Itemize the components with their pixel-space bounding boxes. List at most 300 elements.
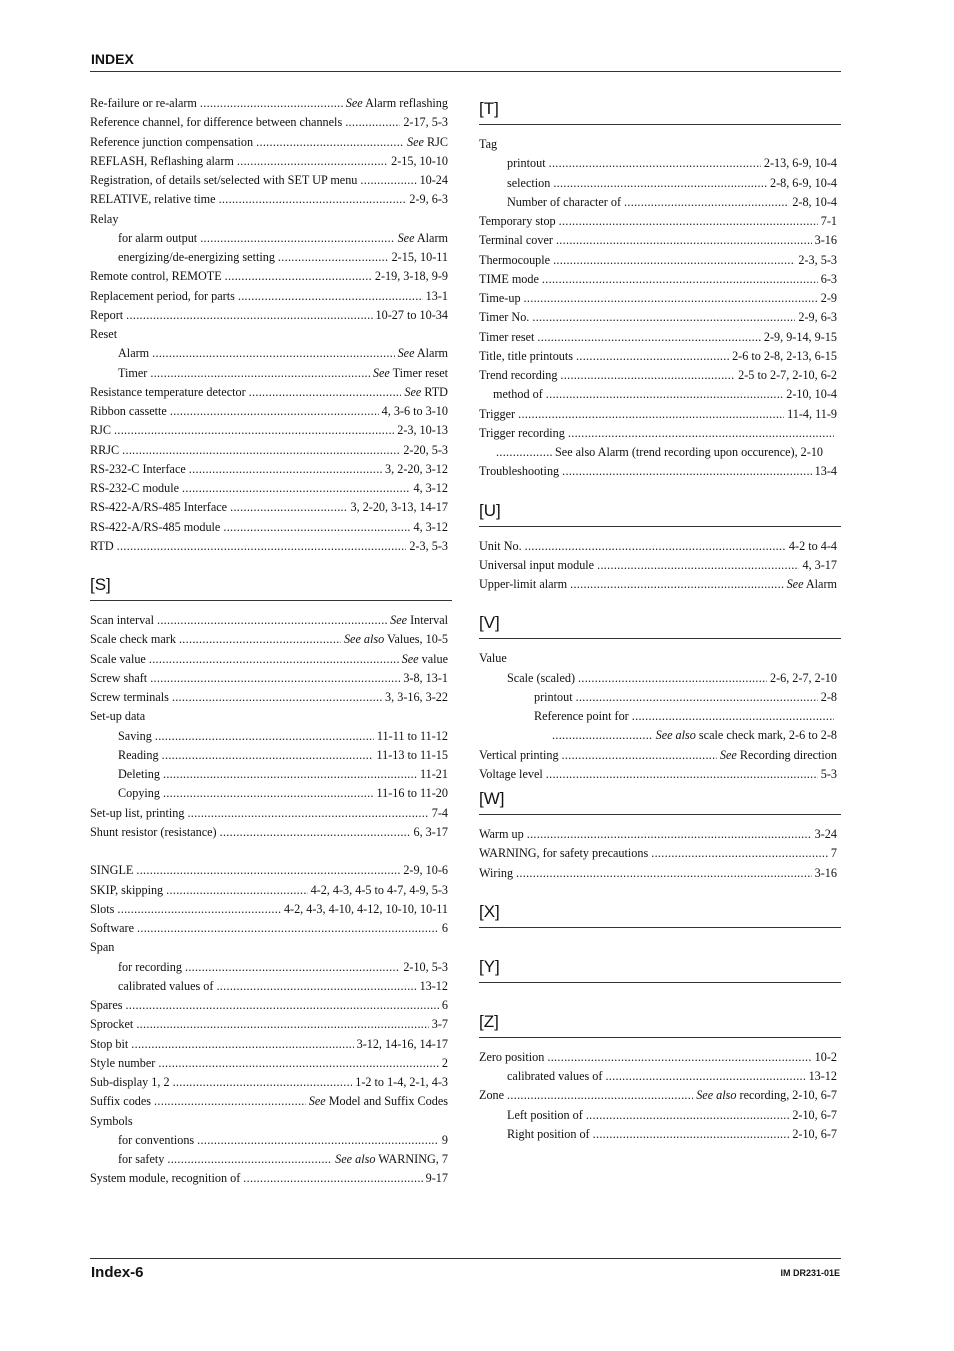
page-reference xyxy=(407,133,448,152)
index-term: RS-232-C Interface xyxy=(90,461,186,476)
page-reference-text: 3-8, 13-1 xyxy=(403,670,448,685)
index-heading-term xyxy=(90,325,448,344)
leader-dots xyxy=(155,727,374,746)
page-reference xyxy=(413,479,448,498)
see-reference: See xyxy=(397,230,415,245)
index-term: Value xyxy=(479,651,507,666)
leader-dots xyxy=(243,1169,422,1188)
leader-dots xyxy=(219,190,407,209)
leader-dots xyxy=(150,364,369,383)
page-reference xyxy=(789,537,837,556)
index-entry xyxy=(479,575,837,594)
page-reference-text: 2-10, 5-3 xyxy=(403,959,448,974)
index-term: Scale value xyxy=(90,651,146,666)
page-reference xyxy=(344,630,448,649)
index-heading-term xyxy=(479,135,837,154)
index-entry xyxy=(479,443,837,462)
index-term: Slots xyxy=(90,901,115,916)
leader-dots xyxy=(576,688,818,707)
index-term: Style number xyxy=(90,1055,156,1070)
page-reference xyxy=(720,746,837,765)
index-entry xyxy=(90,421,448,440)
index-entry xyxy=(90,1054,448,1073)
page-reference xyxy=(821,289,837,308)
page-reference-text: recording, 2-10, 6-7 xyxy=(736,1088,837,1103)
leader-dots xyxy=(651,844,828,863)
index-entry xyxy=(479,308,837,327)
leader-dots xyxy=(518,405,784,424)
see-reference: See xyxy=(397,346,415,361)
leader-dots xyxy=(237,152,388,171)
section-gap xyxy=(479,594,837,608)
page-reference-text: 2-9, 6-3 xyxy=(409,192,448,207)
index-term: RJC xyxy=(90,423,112,438)
page-reference-text: Alarm xyxy=(803,577,837,591)
index-entry xyxy=(90,190,448,209)
page-reference-text: 11-13 to 11-15 xyxy=(376,747,448,762)
index-term: Reference point for xyxy=(534,709,629,723)
leader-dots xyxy=(605,1067,805,1086)
index-entry xyxy=(90,460,448,479)
page-reference xyxy=(311,881,448,900)
leader-dots xyxy=(516,864,812,883)
page-reference-text: 2-10, 6-7 xyxy=(792,1126,837,1141)
page-reference xyxy=(792,1125,837,1144)
index-entry xyxy=(90,630,448,649)
page-reference xyxy=(442,1054,448,1073)
page-reference xyxy=(432,1015,448,1034)
page-reference-text: RTD xyxy=(421,384,448,399)
index-term: Thermocouple xyxy=(479,252,551,267)
page-reference-text: 4, 3-12 xyxy=(413,481,448,495)
index-term: RTD xyxy=(90,538,114,553)
index-entry xyxy=(479,537,837,556)
index-letter-heading: [Z] xyxy=(479,1007,841,1038)
page-reference-text: 6 xyxy=(441,998,448,1012)
page-reference xyxy=(392,248,448,267)
leader-dots xyxy=(117,537,407,556)
leader-dots xyxy=(223,518,410,537)
see-reference: See xyxy=(404,384,422,399)
index-term: Sprocket xyxy=(90,1017,134,1032)
page-reference-text: 2-6, 2-7, 2-10 xyxy=(769,670,837,685)
leader-dots xyxy=(560,366,735,385)
index-term: printout xyxy=(534,689,573,704)
index-entry xyxy=(90,171,448,190)
leader-dots xyxy=(256,133,404,152)
leader-dots xyxy=(546,385,783,404)
page-reference xyxy=(346,94,448,113)
page-reference-text: 10-24 xyxy=(419,173,448,187)
page-reference-text: 2-8, 6-9, 10-4 xyxy=(769,175,837,190)
index-term: Suffix codes xyxy=(90,1094,152,1109)
leader-dots xyxy=(187,804,428,823)
index-term: Zero position xyxy=(479,1049,545,1064)
index-entry xyxy=(90,881,448,900)
page-reference-text: 9-17 xyxy=(425,1171,448,1186)
leader-dots xyxy=(586,1106,789,1125)
leader-dots xyxy=(163,765,417,784)
page-reference-text: 2-9 xyxy=(820,291,837,305)
page-reference-text: See also Alarm (trend recording upon occurence), 2-10 xyxy=(555,445,824,459)
leader-dots xyxy=(570,575,783,594)
leader-dots xyxy=(576,347,729,366)
index-term: Wiring xyxy=(479,865,514,880)
index-term: RS-232-C module xyxy=(90,481,180,495)
page-reference xyxy=(409,537,448,556)
index-term: Spares xyxy=(90,998,123,1012)
index-entry xyxy=(479,825,837,844)
index-entry xyxy=(479,707,837,726)
index-entry xyxy=(479,289,837,308)
index-term: Timer xyxy=(118,365,148,380)
page-reference xyxy=(376,306,448,325)
index-entry xyxy=(90,784,448,803)
index-letter-heading: [Y] xyxy=(479,952,841,983)
page-reference xyxy=(375,267,448,286)
index-entry xyxy=(479,270,837,289)
index-term: Deleting xyxy=(118,767,160,781)
page-reference xyxy=(787,575,837,594)
page-reference xyxy=(398,344,448,363)
page-reference xyxy=(821,688,837,707)
page-reference xyxy=(413,518,448,537)
index-entry xyxy=(90,229,448,248)
page-reference-text: 2-19, 3-18, 9-9 xyxy=(374,269,448,284)
see-reference: See xyxy=(786,577,804,591)
leader-dots xyxy=(216,977,416,996)
leader-dots xyxy=(496,443,552,462)
leader-dots xyxy=(278,248,389,267)
page-reference-text: Alarm reflashing xyxy=(362,96,448,110)
index-term: Reference junction compensation xyxy=(90,134,254,149)
index-term: printout xyxy=(507,156,546,171)
leader-dots xyxy=(200,94,343,113)
page-reference xyxy=(373,364,448,383)
page-reference xyxy=(335,1150,448,1169)
page-reference xyxy=(764,328,837,347)
index-entry xyxy=(479,726,837,745)
index-entry xyxy=(479,746,837,765)
index-entry xyxy=(90,537,448,556)
header-divider xyxy=(90,71,841,72)
index-entry xyxy=(90,344,448,363)
page-reference xyxy=(770,669,837,688)
page-reference xyxy=(802,556,837,575)
leader-dots xyxy=(189,460,382,479)
page-reference-text: 10-27 to 10-34 xyxy=(375,307,448,322)
page-reference-text: 1-2 to 1-4, 2-1, 4-3 xyxy=(355,1075,448,1089)
page-reference xyxy=(815,231,837,250)
index-term: Trigger recording xyxy=(479,425,565,440)
page-reference-text: 2 xyxy=(441,1055,448,1070)
index-entry xyxy=(90,1035,448,1054)
see-reference: See also xyxy=(335,1152,376,1166)
index-entry xyxy=(90,1092,448,1111)
page-reference-text: 2-9, 10-6 xyxy=(403,863,448,878)
page-reference-text: 7-1 xyxy=(820,214,837,228)
page-reference xyxy=(831,844,837,863)
page-reference xyxy=(357,1035,448,1054)
leader-dots xyxy=(167,1150,332,1169)
leader-dots xyxy=(345,113,400,132)
leader-dots xyxy=(360,171,416,190)
page-reference xyxy=(732,347,837,366)
page-reference xyxy=(377,727,448,746)
page-reference-text: value xyxy=(418,651,448,666)
index-spacer xyxy=(90,842,448,861)
page-reference xyxy=(402,650,448,669)
index-column-right xyxy=(479,94,837,1144)
page-reference xyxy=(787,405,837,424)
page-reference xyxy=(442,996,448,1015)
page-reference xyxy=(420,765,448,784)
index-term: Timer reset xyxy=(479,329,535,344)
leader-dots xyxy=(562,462,812,481)
page-reference-text: 2-8 xyxy=(820,689,837,704)
page-reference xyxy=(376,746,448,765)
index-term: Number of character of xyxy=(507,194,622,209)
page-reference-text: 2-20, 5-3 xyxy=(403,442,448,457)
page-reference-text: 11-4, 11-9 xyxy=(787,406,837,421)
page-reference-text: 9 xyxy=(441,1132,448,1147)
page-reference-text: Recording direction xyxy=(736,747,837,762)
page-reference-text: 4-2, 4-3, 4-5 to 4-7, 4-9, 5-3 xyxy=(310,882,448,897)
index-entry xyxy=(479,556,837,575)
index-term: for safety xyxy=(118,1152,165,1166)
leader-dots xyxy=(624,193,789,212)
page-reference-text: 11-21 xyxy=(420,767,448,781)
index-term: TIME mode xyxy=(479,271,539,286)
index-term: Universal input module xyxy=(479,557,595,572)
page-reference-text: 2-10, 10-4 xyxy=(786,387,837,402)
page-reference-text: 13-12 xyxy=(419,978,448,993)
index-entry xyxy=(90,1015,448,1034)
page-reference xyxy=(351,498,449,517)
index-entry xyxy=(90,152,448,171)
leader-dots xyxy=(200,229,394,248)
page-reference xyxy=(821,212,837,231)
see-reference: See xyxy=(401,651,419,666)
leader-dots xyxy=(238,287,423,306)
leader-dots xyxy=(182,479,410,498)
leader-dots xyxy=(230,498,347,517)
leader-dots xyxy=(597,556,799,575)
page-reference-text: 6, 3-17 xyxy=(413,824,448,839)
page-reference-text: 3-7 xyxy=(431,1017,448,1032)
page-reference-text: 11-11 to 11-12 xyxy=(376,728,448,743)
page-reference-text: 2-9, 9-14, 9-15 xyxy=(763,329,837,344)
index-term: Time-up xyxy=(479,291,521,305)
index-entry xyxy=(479,765,837,784)
index-term: RELATIVE, relative time xyxy=(90,192,216,207)
leader-dots xyxy=(556,231,812,250)
index-term: Shunt resistor (resistance) xyxy=(90,824,217,839)
page-reference xyxy=(404,383,448,402)
see-reference: See also xyxy=(655,728,696,743)
page-reference-text: 2-10, 6-7 xyxy=(792,1107,837,1122)
leader-dots xyxy=(170,402,379,421)
footer-divider xyxy=(90,1258,841,1259)
page-reference xyxy=(398,229,448,248)
page-reference-text: 2-15, 10-11 xyxy=(391,250,448,264)
leader-dots xyxy=(157,611,387,630)
page-reference xyxy=(403,958,448,977)
index-term: Ribbon cassette xyxy=(90,404,167,418)
page-reference xyxy=(413,823,448,842)
page-reference xyxy=(284,900,448,919)
page-reference-text: Interval xyxy=(407,613,448,627)
leader-dots xyxy=(172,688,382,707)
page-reference xyxy=(815,825,837,844)
leader-dots xyxy=(525,537,786,556)
index-entry xyxy=(90,113,448,132)
index-entry xyxy=(90,287,448,306)
leader-dots xyxy=(578,669,767,688)
index-entry xyxy=(90,958,448,977)
page-reference xyxy=(391,152,448,171)
leader-dots xyxy=(126,306,372,325)
leader-dots xyxy=(114,421,394,440)
page-reference xyxy=(403,113,448,132)
section-gap xyxy=(479,482,837,496)
index-entry xyxy=(90,248,448,267)
page-reference xyxy=(792,193,837,212)
see-reference: See xyxy=(372,365,390,380)
see-reference: See xyxy=(308,1094,326,1109)
index-term: Terminal cover xyxy=(479,233,553,248)
page-reference-text: 11-16 to 11-20 xyxy=(376,786,448,801)
leader-dots xyxy=(552,726,653,745)
index-term: selection xyxy=(507,175,551,190)
index-term: REFLASH, Reflashing alarm xyxy=(90,153,234,168)
index-entry xyxy=(90,727,448,746)
index-entry xyxy=(90,441,448,460)
leader-dots xyxy=(546,765,818,784)
page-number: Index-6 xyxy=(91,1264,144,1281)
index-term: Symbols xyxy=(90,1113,133,1128)
page-reference-text: 7 xyxy=(830,846,837,861)
index-entry xyxy=(479,864,837,883)
index-heading-term xyxy=(90,1112,448,1131)
page-reference-text: 4, 3-6 to 3-10 xyxy=(381,404,448,418)
index-term: for alarm output xyxy=(118,230,198,245)
leader-dots xyxy=(150,669,400,688)
page-reference-text: 2-9, 6-3 xyxy=(798,310,837,325)
index-entry xyxy=(90,650,448,669)
page-reference xyxy=(385,460,448,479)
index-letter-heading: [U] xyxy=(479,496,841,527)
page-reference-text: WARNING, 7 xyxy=(375,1152,448,1166)
index-term: Voltage level xyxy=(479,766,543,781)
page-reference-text: 13-4 xyxy=(814,464,837,479)
page-reference-text: 6 xyxy=(441,921,448,935)
page-reference xyxy=(696,1086,837,1105)
index-entry xyxy=(90,669,448,688)
index-letter-heading: [S] xyxy=(90,570,452,601)
page-reference-text: 2-17, 5-3 xyxy=(403,115,448,130)
page-reference xyxy=(798,251,837,270)
page-reference-text: 2-6 to 2-8, 2-13, 6-15 xyxy=(732,348,837,363)
page-reference-text: RJC xyxy=(423,134,448,149)
page-reference-text: 4, 3-17 xyxy=(802,557,837,572)
see-reference: See xyxy=(719,747,737,762)
index-term: Saving xyxy=(118,728,152,743)
page-reference-text: 3-16 xyxy=(814,233,837,248)
index-term: SKIP, skipping xyxy=(90,882,164,897)
index-term: Re-failure or re-alarm xyxy=(90,96,197,110)
index-term: Timer No. xyxy=(479,310,530,325)
leader-dots xyxy=(126,996,439,1015)
leader-dots xyxy=(507,1086,693,1105)
index-entry xyxy=(479,231,837,250)
index-term: method of xyxy=(493,387,543,402)
index-term: Screw terminals xyxy=(90,690,169,704)
leader-dots xyxy=(163,784,373,803)
leader-dots xyxy=(553,174,767,193)
index-term: for recording xyxy=(118,959,182,974)
index-entry xyxy=(479,328,837,347)
index-term: Tag xyxy=(479,137,498,151)
see-reference: See xyxy=(407,134,424,149)
index-term: Warm up xyxy=(479,827,524,841)
index-entry xyxy=(90,919,448,938)
page-header-title: INDEX xyxy=(91,51,134,67)
page-reference xyxy=(426,1169,448,1188)
leader-dots xyxy=(547,1048,811,1067)
leader-dots xyxy=(559,212,818,231)
page-reference-text: 3-12, 14-16, 14-17 xyxy=(356,1036,448,1051)
index-term: Stop bit xyxy=(90,1036,129,1051)
index-entry xyxy=(479,251,837,270)
index-term: Relay xyxy=(90,211,119,226)
index-term: Trend recording xyxy=(479,368,558,382)
index-entry xyxy=(479,193,837,212)
page-reference-text: 4-2 to 4-4 xyxy=(788,538,837,553)
index-entry xyxy=(90,746,448,765)
page-reference xyxy=(809,1067,837,1086)
index-term: Report xyxy=(90,307,124,322)
index-term: Remote control, REMOTE xyxy=(90,269,222,284)
page-reference-text: 2-3, 5-3 xyxy=(798,252,837,267)
index-entry xyxy=(479,669,837,688)
index-term: Title, title printouts xyxy=(479,348,574,363)
page-reference-text: 3-16 xyxy=(814,865,837,880)
index-entry xyxy=(479,1086,837,1105)
index-entry xyxy=(90,364,448,383)
index-entry xyxy=(90,804,448,823)
page-reference xyxy=(815,462,837,481)
leader-dots xyxy=(542,270,818,289)
index-letter-heading: [W] xyxy=(479,784,841,815)
leader-dots xyxy=(593,1125,790,1144)
index-entry xyxy=(90,977,448,996)
section-gap xyxy=(479,938,837,952)
leader-dots xyxy=(154,1092,306,1111)
page-reference xyxy=(738,366,837,385)
page-reference xyxy=(821,270,837,289)
page-reference-text: Model and Suffix Codes xyxy=(325,1094,448,1109)
page-reference-text: scale check mark, 2-6 to 2-8 xyxy=(695,728,837,743)
page-reference xyxy=(442,919,448,938)
page-reference-text: 6-3 xyxy=(820,271,837,286)
leader-dots xyxy=(532,308,795,327)
index-entry xyxy=(90,267,448,286)
page-reference-text: 4, 3-12 xyxy=(413,519,448,534)
index-entry xyxy=(479,385,837,404)
section-gap xyxy=(479,993,837,1007)
leader-dots xyxy=(632,707,834,726)
